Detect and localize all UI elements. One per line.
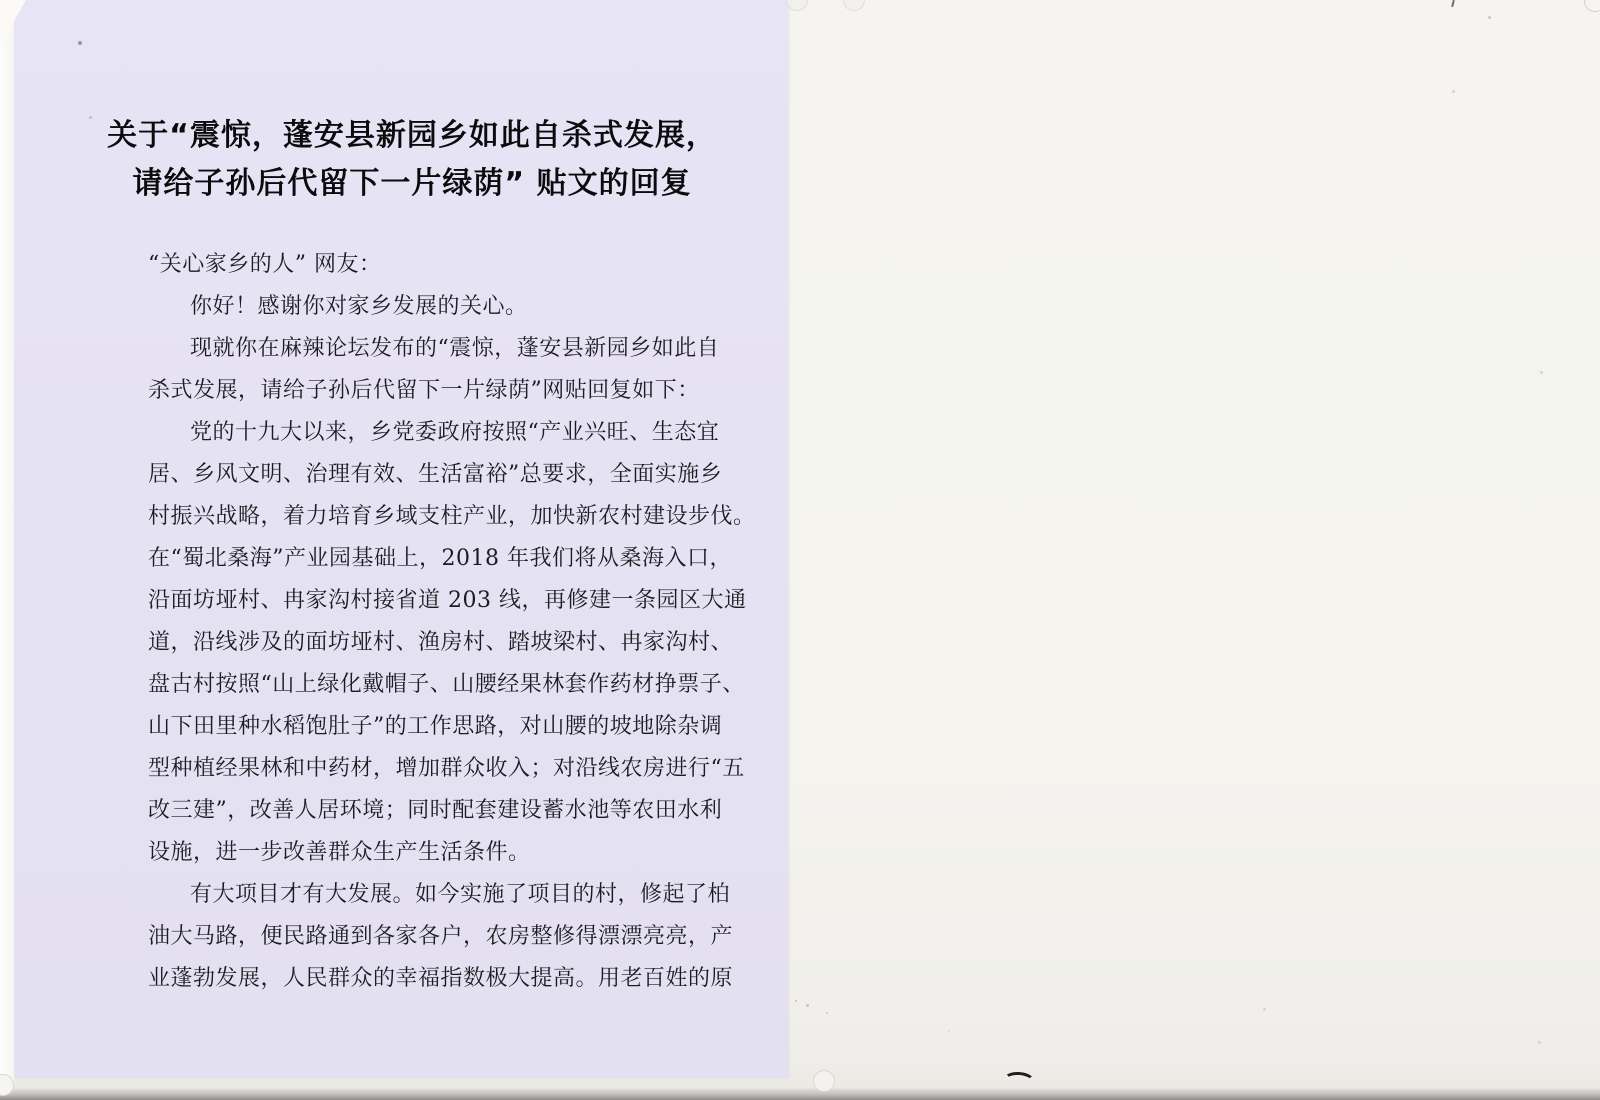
body-line: 党的十九大以来，乡党委政府按照“产业兴旺、生态宜: [190, 420, 720, 445]
document-page: [12, 0, 788, 1078]
document-body: [148, 244, 756, 1000]
body-line: 业蓬勃发展，人民群众的幸福指数极大提高。用老百姓的原: [148, 966, 734, 991]
scan-speck: [826, 1012, 828, 1014]
punch-hole-ghost: [813, 1070, 835, 1092]
scanner-bed-bottom-strip: [0, 1087, 1600, 1100]
scan-speck: [1538, 1041, 1541, 1044]
scan-speck: [1452, 90, 1455, 93]
body-line: 设施，进一步改善群众生产生活条件。: [148, 840, 531, 865]
body-line: 型种植经果林和中药材，增加群众收入；对沿线农房进行“五: [148, 756, 745, 781]
body-line: 山下田里种水稻饱肚子”的工作思路，对山腰的坡地除杂调: [148, 714, 723, 739]
scan-speck: [1263, 1008, 1266, 1011]
body-line: 村振兴战略，着力培育乡域支柱产业，加快新农村建设步伐。: [148, 504, 756, 529]
scan-speck: [1540, 371, 1543, 374]
document-title: [107, 112, 717, 208]
body-line: 杀式发展，请给子孙后代留下一片绿荫”网贴回复如下：: [148, 378, 700, 403]
body-line: 改三建”，改善人居环境；同时配套建设蓄水池等农田水利: [148, 798, 723, 823]
title-line: 关于“震惊，蓬安县新园乡如此自杀式发展，: [107, 118, 717, 153]
punch-hole-ghost: [843, 0, 865, 11]
paper-speck: [89, 116, 92, 119]
scan-speck: [948, 1030, 950, 1032]
body-line: 有大项目才有大发展。如今实施了项目的村，修起了柏: [190, 882, 731, 907]
scan-speck: [795, 1000, 797, 1002]
body-line: 沿面坊垭村、冉家沟村接省道 203 线，再修建一条园区大通: [148, 588, 747, 613]
scanner-bed-edge: [0, 0, 14, 1100]
body-line: “关心家乡的人” 网友：: [148, 252, 382, 277]
body-line: 油大马路，便民路通到各家各户，农房整修得漂漂亮亮，产: [148, 924, 734, 949]
body-line: 在“蜀北桑海”产业园基础上，2018 年我们将从桑海入口，: [148, 546, 732, 571]
edge-tick-mark: [1451, 0, 1455, 7]
punch-hole-ghost: [1584, 0, 1600, 12]
punch-hole-ghost: [786, 0, 808, 11]
scanner-corner-highlight: [0, 0, 26, 46]
body-line: 现就你在麻辣论坛发布的“震惊，蓬安县新园乡如此自: [190, 336, 720, 361]
body-line: 盘古村按照“山上绿化戴帽子、山腰经果林套作药材挣票子、: [148, 672, 745, 697]
body-line: 道，沿线涉及的面坊垭村、渔房村、踏坡梁村、冉家沟村、: [148, 630, 734, 655]
title-line: 请给子孙后代留下一片绿荫” 贴文的回复: [132, 166, 692, 201]
body-line: 你好！感谢你对家乡发展的关心。: [190, 294, 528, 319]
scan-speck: [1488, 16, 1491, 19]
body-line: 居、乡风文明、治理有效、生活富裕”总要求，全面实施乡: [148, 462, 723, 487]
scan-speck: [806, 1004, 809, 1007]
ink-speck: [78, 41, 82, 45]
